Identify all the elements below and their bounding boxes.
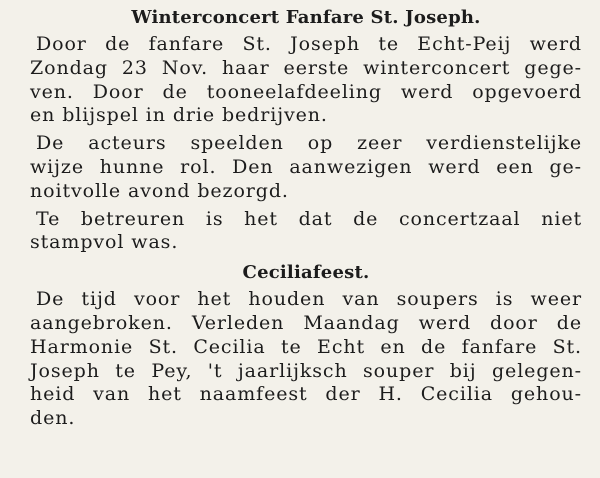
- text-line: De tijd voor het houden van soupers is weer: [36, 288, 582, 311]
- text-line: De acteurs speelden op zeer verdienstelijke: [36, 132, 582, 155]
- text-line: heid van het naamfeest der H. Cecilia gehou-: [30, 383, 582, 406]
- text-line: Harmonie St. Cecilia te Echt en de fanfare St.: [30, 335, 582, 358]
- text-line: Te betreuren is het dat de concertzaal niet: [36, 207, 582, 230]
- text-line: aangebroken. Verleden Maandag werd door de: [30, 311, 582, 334]
- text-line: ven. Door de tooneelafdeeling werd opgevoerd: [30, 80, 582, 103]
- article-paragraph: [30, 33, 582, 128]
- article-paragraph: [30, 132, 582, 203]
- text-line: wijze hunne rol. Den aanwezigen werd een ge-: [30, 155, 582, 178]
- text-line: stampvol was.: [30, 231, 179, 254]
- article-paragraph: [30, 288, 582, 431]
- article-heading-ceciliafeest: Ceciliafeest.: [242, 262, 370, 284]
- article-heading-winterconcert: Winterconcert Fanfare St. Joseph.: [131, 7, 481, 28]
- text-line: Door de fanfare St. Joseph te Echt-Peij werd: [36, 33, 582, 55]
- text-line: den.: [30, 407, 76, 430]
- text-line: noitvolle avond bezorgd.: [30, 179, 289, 202]
- text-line: Zondag 23 Nov. haar eerste winterconcert gege-: [30, 56, 582, 79]
- article-paragraph: [30, 208, 582, 256]
- text-line: Joseph te Pey, 't jaarlijksch souper bij gelegen-: [30, 359, 582, 382]
- text-line: en blijspel in drie bedrijven.: [30, 104, 328, 127]
